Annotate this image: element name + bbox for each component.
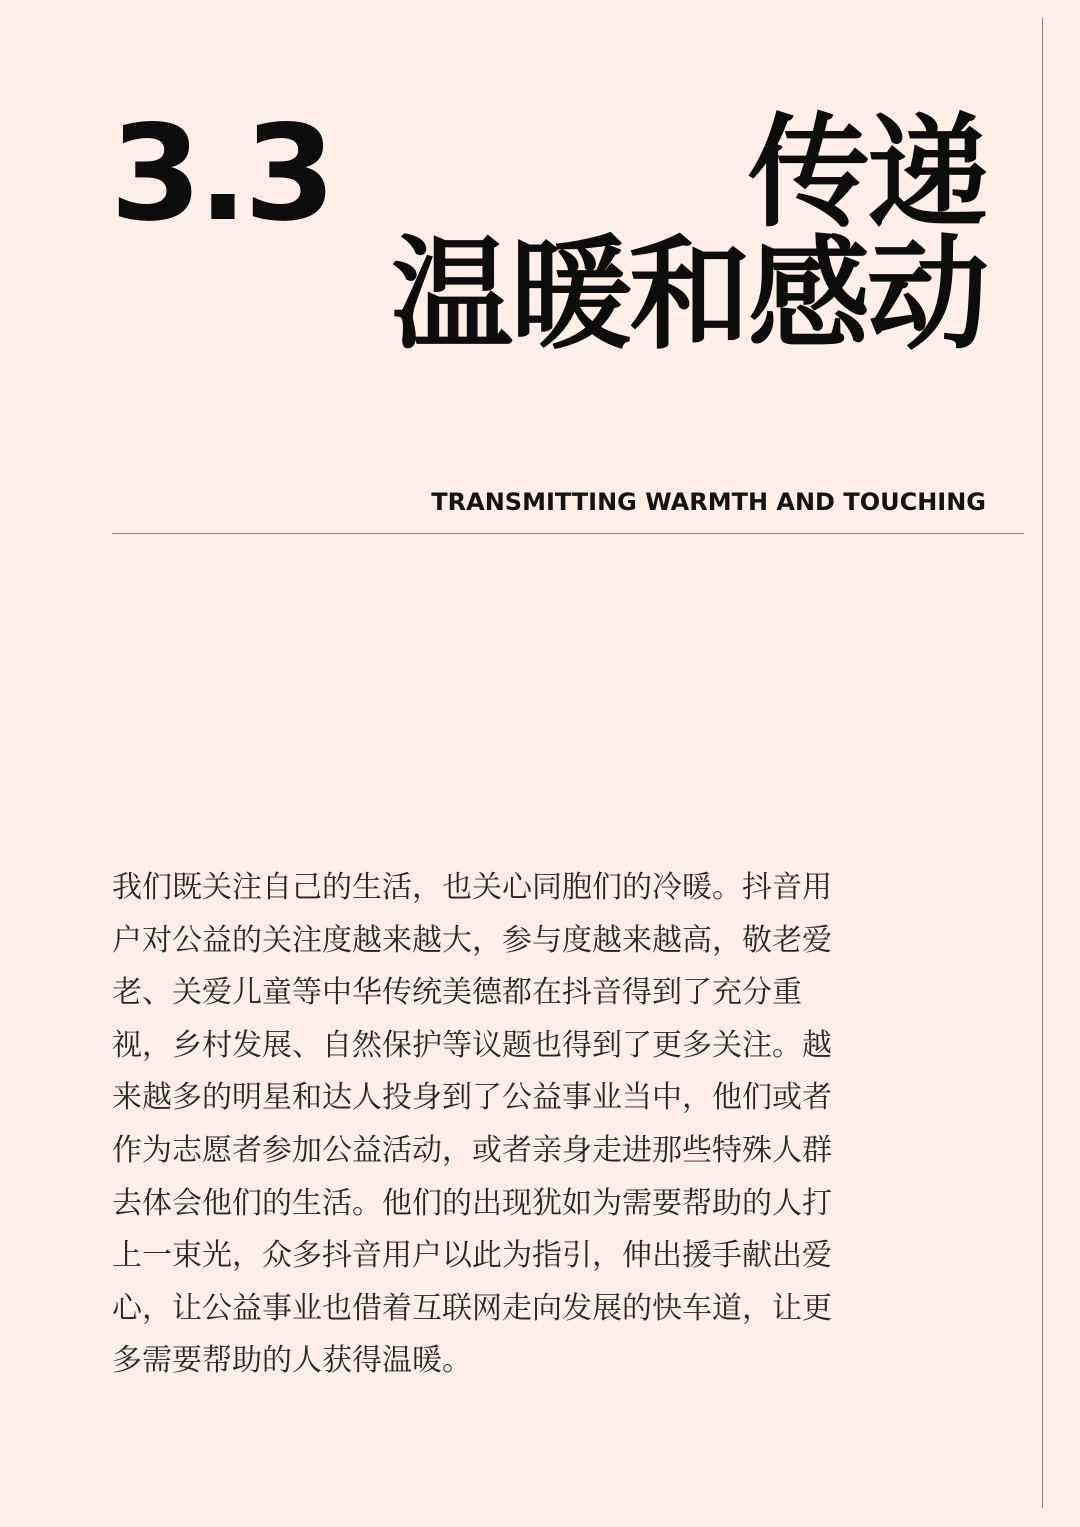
body-paragraph: 我们既关注自己的生活，也关心同胞们的冷暖。抖音用户对公益的关注度越来越大，参与度越来越高，敬老爱老、关爱儿童等中华传统美德都在抖音得到了充分重视，乡村发展、自然保护等议题也得到了更多关注。越来越多的明星和达人投身到了公益事业当中，他们或者作为志愿者参加公益活动，或者亲身走进那些特殊人群去体会他们的生活。他们的出现犹如为需要帮助的人打上一束光，众多抖音用户以此为指引，伸出援手献出爱心，让公益事业也借着互联网走向发展的快车道，让更多需要帮助的人获得温暖。 [112, 870, 832, 1379]
title-line-2: 温暖和感动 [391, 224, 986, 366]
section-number: 3.3 [110, 97, 332, 251]
horizontal-divider [112, 533, 1024, 534]
vertical-rule [1042, 18, 1043, 1508]
english-subtitle: TRANSMITTING WARMTH AND TOUCHING [431, 488, 986, 516]
title-line-1: 传递 [748, 102, 986, 244]
page-title [391, 102, 986, 366]
